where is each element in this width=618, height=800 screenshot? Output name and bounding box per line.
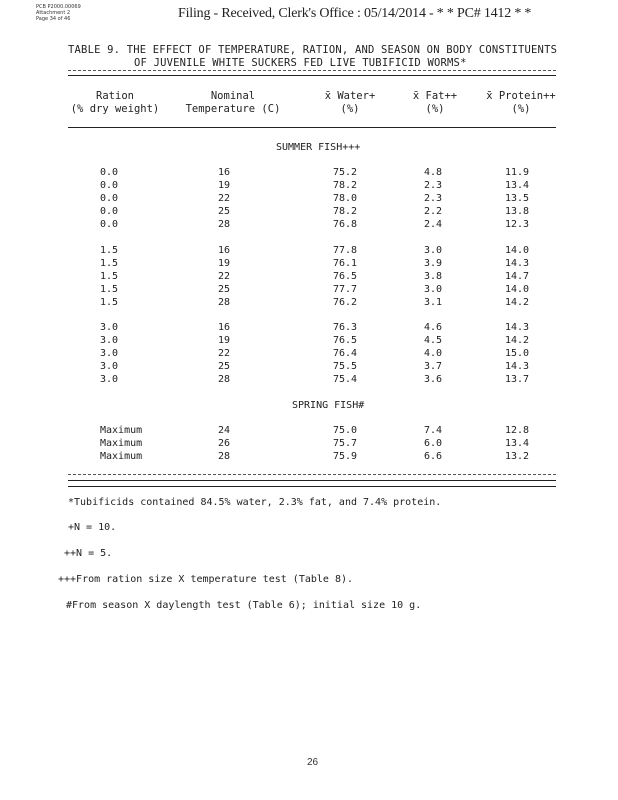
- ration-cell: 0.0: [100, 206, 119, 217]
- fat-cell: 3.9: [424, 258, 443, 269]
- fat-cell: 4.0: [424, 348, 443, 359]
- title-rule: [68, 70, 556, 71]
- ration-cell: Maximum: [100, 425, 143, 436]
- water-cell: 76.1: [333, 258, 358, 269]
- water-cell: 76.3: [333, 322, 358, 333]
- protein-cell: 13.4: [505, 438, 530, 449]
- protein-cell: 12.3: [505, 219, 530, 230]
- protein-cell: 14.3: [505, 258, 530, 269]
- water-cell: 76.5: [333, 335, 358, 346]
- water-cell: 78.0: [333, 193, 358, 204]
- footnote-n10: +N = 10.: [68, 522, 117, 533]
- ration-cell: 1.5: [100, 297, 119, 308]
- protein-cell: 14.0: [505, 245, 530, 256]
- ration-cell: 1.5: [100, 271, 119, 282]
- protein-cell: 14.3: [505, 322, 530, 333]
- fat-cell: 4.8: [424, 167, 443, 178]
- temperature-cell: 28: [218, 451, 231, 462]
- fat-cell: 3.0: [424, 245, 443, 256]
- filing-header: Filing - Received, Clerk's Office : 05/14/2014 - * * PC# 1412 * *: [178, 6, 532, 21]
- water-cell: 75.5: [333, 361, 358, 372]
- header-top-rule: [68, 75, 556, 76]
- temperature-cell: 19: [218, 258, 231, 269]
- footnote-tubificids: *Tubificids contained 84.5% water, 2.3% fat, and 7.4% protein.: [68, 497, 442, 508]
- col-header-ration: Ration (% dry weight): [70, 90, 160, 115]
- ration-cell: 3.0: [100, 335, 119, 346]
- footnote-ration-test: +++From ration size X temperature test (Table 8).: [58, 574, 354, 585]
- water-cell: 77.8: [333, 245, 358, 256]
- ration-cell: 3.0: [100, 361, 119, 372]
- water-cell: 75.7: [333, 438, 358, 449]
- bates-line-2: Attachment 2: [36, 10, 71, 16]
- temperature-cell: 22: [218, 193, 231, 204]
- temperature-cell: 26: [218, 438, 231, 449]
- temperature-cell: 16: [218, 245, 231, 256]
- ration-cell: 1.5: [100, 258, 119, 269]
- ration-cell: 3.0: [100, 348, 119, 359]
- fat-cell: 3.0: [424, 284, 443, 295]
- temperature-cell: 19: [218, 335, 231, 346]
- protein-cell: 13.2: [505, 451, 530, 462]
- protein-cell: 12.8: [505, 425, 530, 436]
- table-title-line-1: TABLE 9. THE EFFECT OF TEMPERATURE, RATION, AND SEASON ON BODY CONSTITUENTS: [68, 44, 558, 56]
- header-bottom-rule: [68, 127, 556, 128]
- protein-cell: 14.2: [505, 335, 530, 346]
- fat-cell: 6.6: [424, 451, 443, 462]
- water-cell: 77.7: [333, 284, 358, 295]
- footnote-season-test: #From season X daylength test (Table 6); initial size 10 g.: [66, 600, 422, 611]
- fat-cell: 6.0: [424, 438, 443, 449]
- water-cell: 78.2: [333, 206, 358, 217]
- protein-cell: 14.3: [505, 361, 530, 372]
- fat-cell: 3.1: [424, 297, 443, 308]
- temperature-cell: 25: [218, 361, 231, 372]
- bates-line-3: Page 34 of 46: [36, 16, 71, 22]
- ration-cell: 0.0: [100, 167, 119, 178]
- col-header-protein: x̄ Protein++ (%): [486, 90, 556, 115]
- fat-cell: 2.3: [424, 180, 443, 191]
- fat-cell: 2.4: [424, 219, 443, 230]
- protein-cell: 15.0: [505, 348, 530, 359]
- water-cell: 75.9: [333, 451, 358, 462]
- summer-fish-label: SUMMER FISH+++: [276, 142, 361, 153]
- temperature-cell: 22: [218, 348, 231, 359]
- water-cell: 75.2: [333, 167, 358, 178]
- ration-cell: 0.0: [100, 180, 119, 191]
- ration-cell: 0.0: [100, 219, 119, 230]
- footnote-n5: ++N = 5.: [64, 548, 113, 559]
- temperature-cell: 25: [218, 284, 231, 295]
- water-cell: 75.4: [333, 374, 358, 385]
- water-cell: 78.2: [333, 180, 358, 191]
- bates-line-1: PCB P2000.00069: [36, 4, 81, 10]
- fat-cell: 3.6: [424, 374, 443, 385]
- temperature-cell: 28: [218, 219, 231, 230]
- fat-cell: 4.6: [424, 322, 443, 333]
- fat-cell: 7.4: [424, 425, 443, 436]
- fat-cell: 2.3: [424, 193, 443, 204]
- protein-cell: 13.4: [505, 180, 530, 191]
- table-bottom-rule-2: [68, 480, 556, 481]
- table-bottom-rule-1: [68, 474, 556, 475]
- spring-fish-label: SPRING FISH#: [292, 400, 365, 411]
- ration-cell: 1.5: [100, 284, 119, 295]
- protein-cell: 11.9: [505, 167, 530, 178]
- protein-cell: 14.0: [505, 284, 530, 295]
- water-cell: 75.0: [333, 425, 358, 436]
- table-bottom-rule-3: [68, 486, 556, 487]
- ration-cell: 3.0: [100, 374, 119, 385]
- temperature-cell: 22: [218, 271, 231, 282]
- ration-cell: Maximum: [100, 451, 143, 462]
- fat-cell: 3.7: [424, 361, 443, 372]
- col-header-temperature: Nominal Temperature (C): [185, 90, 281, 115]
- protein-cell: 13.5: [505, 193, 530, 204]
- ration-cell: Maximum: [100, 438, 143, 449]
- water-cell: 76.8: [333, 219, 358, 230]
- water-cell: 76.4: [333, 348, 358, 359]
- water-cell: 76.5: [333, 271, 358, 282]
- col-header-water: x̄ Water+ (%): [324, 90, 376, 115]
- page-number: 26: [307, 757, 319, 768]
- protein-cell: 14.7: [505, 271, 530, 282]
- temperature-cell: 16: [218, 167, 231, 178]
- temperature-cell: 28: [218, 297, 231, 308]
- fat-cell: 3.8: [424, 271, 443, 282]
- ration-cell: 0.0: [100, 193, 119, 204]
- ration-cell: 1.5: [100, 245, 119, 256]
- col-header-fat: x̄ Fat++ (%): [412, 90, 458, 115]
- protein-cell: 13.7: [505, 374, 530, 385]
- protein-cell: 14.2: [505, 297, 530, 308]
- fat-cell: 2.2: [424, 206, 443, 217]
- temperature-cell: 16: [218, 322, 231, 333]
- temperature-cell: 25: [218, 206, 231, 217]
- water-cell: 76.2: [333, 297, 358, 308]
- table-title-line-2: OF JUVENILE WHITE SUCKERS FED LIVE TUBIFICID WORMS*: [134, 57, 467, 69]
- temperature-cell: 24: [218, 425, 231, 436]
- temperature-cell: 28: [218, 374, 231, 385]
- fat-cell: 4.5: [424, 335, 443, 346]
- temperature-cell: 19: [218, 180, 231, 191]
- protein-cell: 13.8: [505, 206, 530, 217]
- ration-cell: 3.0: [100, 322, 119, 333]
